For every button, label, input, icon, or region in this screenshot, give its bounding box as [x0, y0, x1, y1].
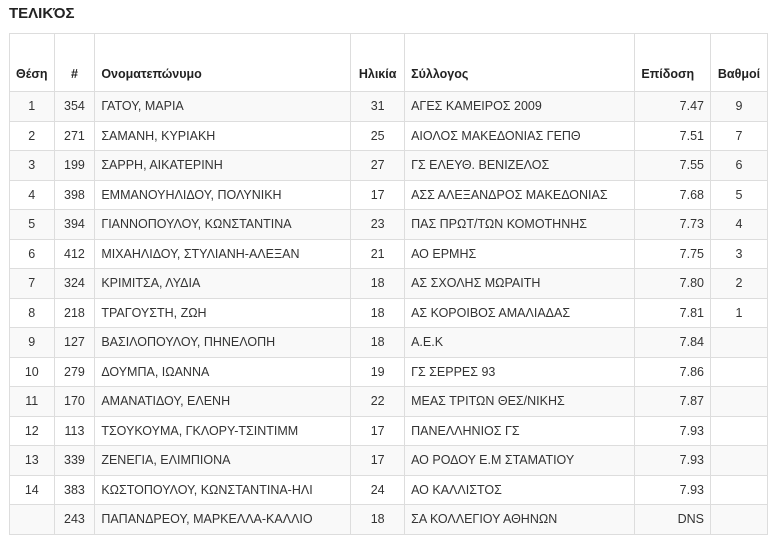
cell-club: ΠΑΝΕΛΛΗΝΙΟΣ ΓΣ	[405, 416, 635, 446]
cell-name: ΑΜΑΝΑΤΙΔΟΥ, ΕΛΕΝΗ	[95, 387, 351, 417]
cell-age: 27	[351, 151, 405, 181]
cell-club: ΑΓΕΣ ΚΑΜΕΙΡΟΣ 2009	[405, 92, 635, 122]
cell-number: 412	[54, 239, 95, 269]
cell-name: ΚΩΣΤΟΠΟΥΛΟΥ, ΚΩΝΣΤΑΝΤΙΝΑ-ΗΛΙ	[95, 475, 351, 505]
cell-number: 383	[54, 475, 95, 505]
cell-number: 394	[54, 210, 95, 240]
cell-number: 243	[54, 505, 95, 535]
table-row	[10, 387, 768, 417]
column-header-age: Ηλικία	[351, 34, 405, 92]
cell-name: ΒΑΣΙΛΟΠΟΥΛΟΥ, ΠΗΝΕΛΟΠΗ	[95, 328, 351, 358]
cell-points	[711, 475, 768, 505]
cell-age: 25	[351, 121, 405, 151]
cell-position	[10, 505, 55, 535]
cell-position: 4	[10, 180, 55, 210]
cell-position: 7	[10, 269, 55, 299]
cell-name: ΖΕΝΕΓΙΑ, ΕΛΙΜΠΙΟΝΑ	[95, 446, 351, 476]
cell-age: 22	[351, 387, 405, 417]
cell-club: ΑΟ ΡΟΔΟΥ Ε.Μ ΣΤΑΜΑΤΙΟΥ	[405, 446, 635, 476]
cell-number: 279	[54, 357, 95, 387]
cell-age: 17	[351, 180, 405, 210]
cell-number: 271	[54, 121, 95, 151]
cell-points: 5	[711, 180, 768, 210]
cell-name: ΣΑΜΑΝΗ, ΚΥΡΙΑΚΗ	[95, 121, 351, 151]
cell-club: ΓΣ ΣΕΡΡΕΣ 93	[405, 357, 635, 387]
cell-points	[711, 387, 768, 417]
cell-number: 398	[54, 180, 95, 210]
cell-points: 2	[711, 269, 768, 299]
cell-number: 199	[54, 151, 95, 181]
cell-position: 9	[10, 328, 55, 358]
cell-points: 9	[711, 92, 768, 122]
cell-age: 18	[351, 298, 405, 328]
table-row	[10, 269, 768, 299]
cell-score: 7.75	[635, 239, 711, 269]
table-row	[10, 180, 768, 210]
cell-name: ΠΑΠΑΝΔΡΕΟΥ, ΜΑΡΚΕΛΛΑ-ΚΑΛΛΙΟ	[95, 505, 351, 535]
cell-club: ΓΣ ΕΛΕΥΘ. ΒΕΝΙΖΕΛΟΣ	[405, 151, 635, 181]
cell-number: 324	[54, 269, 95, 299]
cell-score: 7.73	[635, 210, 711, 240]
cell-points: 4	[711, 210, 768, 240]
cell-points	[711, 446, 768, 476]
cell-club: ΜΕΑΣ ΤΡΙΤΩΝ ΘΕΣ/ΝΙΚΗΣ	[405, 387, 635, 417]
cell-name: ΤΡΑΓΟΥΣΤΗ, ΖΩΗ	[95, 298, 351, 328]
cell-number: 218	[54, 298, 95, 328]
cell-position: 14	[10, 475, 55, 505]
cell-position: 5	[10, 210, 55, 240]
cell-name: ΤΣΟΥΚΟΥΜΑ, ΓΚΛΟΡΥ-ΤΣΙΝΤΙΜΜ	[95, 416, 351, 446]
table-row	[10, 151, 768, 181]
cell-score: 7.84	[635, 328, 711, 358]
cell-age: 17	[351, 416, 405, 446]
column-header-points: Βαθμοί	[711, 34, 768, 92]
cell-name: ΕΜΜΑΝΟΥΗΛΙΔΟΥ, ΠΟΛΥΝΙΚΗ	[95, 180, 351, 210]
cell-name: ΓΑΤΟΥ, ΜΑΡΙΑ	[95, 92, 351, 122]
column-header-number: #	[54, 34, 95, 92]
results-table	[9, 33, 768, 535]
cell-club: Α.Ε.Κ	[405, 328, 635, 358]
cell-club: ΑΟ ΕΡΜΗΣ	[405, 239, 635, 269]
cell-points	[711, 328, 768, 358]
cell-points	[711, 416, 768, 446]
cell-score: 7.93	[635, 416, 711, 446]
cell-name: ΣΑΡΡΗ, ΑΙΚΑΤΕΡΙΝΗ	[95, 151, 351, 181]
table-row	[10, 328, 768, 358]
cell-name: ΓΙΑΝΝΟΠΟΥΛΟΥ, ΚΩΝΣΤΑΝΤΙΝΑ	[95, 210, 351, 240]
cell-position: 1	[10, 92, 55, 122]
cell-age: 18	[351, 328, 405, 358]
cell-number: 127	[54, 328, 95, 358]
column-header-position: Θέση	[10, 34, 55, 92]
cell-club: ΣΑ ΚΟΛΛΕΓΙΟΥ ΑΘΗΝΩΝ	[405, 505, 635, 535]
cell-score: 7.93	[635, 446, 711, 476]
cell-position: 6	[10, 239, 55, 269]
cell-score: 7.55	[635, 151, 711, 181]
cell-score: 7.68	[635, 180, 711, 210]
cell-club: ΑΟ ΚΑΛΛΙΣΤΟΣ	[405, 475, 635, 505]
table-row	[10, 210, 768, 240]
cell-score: 7.93	[635, 475, 711, 505]
cell-club: ΠΑΣ ΠΡΩΤ/ΤΩΝ ΚΟΜΟΤΗΝΗΣ	[405, 210, 635, 240]
cell-points: 1	[711, 298, 768, 328]
table-row	[10, 505, 768, 535]
cell-points: 7	[711, 121, 768, 151]
cell-score: 7.87	[635, 387, 711, 417]
table-row	[10, 121, 768, 151]
cell-number: 170	[54, 387, 95, 417]
cell-position: 13	[10, 446, 55, 476]
column-header-name: Ονοματεπώνυμο	[95, 34, 351, 92]
cell-club: ΑΣ ΣΧΟΛΗΣ ΜΩΡΑΙΤΗ	[405, 269, 635, 299]
table-row	[10, 92, 768, 122]
cell-score: 7.80	[635, 269, 711, 299]
cell-position: 10	[10, 357, 55, 387]
column-header-score: Επίδοση	[635, 34, 711, 92]
cell-name: ΚΡΙΜΙΤΣΑ, ΛΥΔΙΑ	[95, 269, 351, 299]
cell-score: 7.86	[635, 357, 711, 387]
table-row	[10, 446, 768, 476]
cell-position: 3	[10, 151, 55, 181]
cell-score: 7.47	[635, 92, 711, 122]
cell-age: 19	[351, 357, 405, 387]
cell-score: DNS	[635, 505, 711, 535]
cell-points: 3	[711, 239, 768, 269]
page-title: ΤΕΛΙΚΌΣ	[9, 5, 75, 22]
table-row	[10, 416, 768, 446]
cell-age: 23	[351, 210, 405, 240]
column-header-club: Σύλλογος	[405, 34, 635, 92]
cell-club: ΑΣ ΚΟΡΟΙΒΟΣ ΑΜΑΛΙΑΔΑΣ	[405, 298, 635, 328]
cell-position: 8	[10, 298, 55, 328]
cell-age: 18	[351, 505, 405, 535]
cell-position: 2	[10, 121, 55, 151]
table-row	[10, 239, 768, 269]
cell-points: 6	[711, 151, 768, 181]
cell-number: 339	[54, 446, 95, 476]
cell-club: ΑΣΣ ΑΛΕΞΑΝΔΡΟΣ ΜΑΚΕΔΟΝΙΑΣ	[405, 180, 635, 210]
cell-points	[711, 357, 768, 387]
cell-age: 17	[351, 446, 405, 476]
cell-number: 354	[54, 92, 95, 122]
cell-club: ΑΙΟΛΟΣ ΜΑΚΕΔΟΝΙΑΣ ΓΕΠΘ	[405, 121, 635, 151]
table-row	[10, 298, 768, 328]
cell-points	[711, 505, 768, 535]
cell-age: 31	[351, 92, 405, 122]
table-header-row	[10, 34, 768, 92]
cell-score: 7.51	[635, 121, 711, 151]
table-row	[10, 475, 768, 505]
cell-score: 7.81	[635, 298, 711, 328]
cell-age: 24	[351, 475, 405, 505]
cell-age: 21	[351, 239, 405, 269]
cell-position: 12	[10, 416, 55, 446]
cell-position: 11	[10, 387, 55, 417]
cell-name: ΔΟΥΜΠΑ, ΙΩΑΝΝΑ	[95, 357, 351, 387]
cell-number: 113	[54, 416, 95, 446]
cell-age: 18	[351, 269, 405, 299]
table-row	[10, 357, 768, 387]
cell-name: ΜΙΧΑΗΛΙΔΟΥ, ΣΤΥΛΙΑΝΗ-ΑΛΕΞΑΝ	[95, 239, 351, 269]
